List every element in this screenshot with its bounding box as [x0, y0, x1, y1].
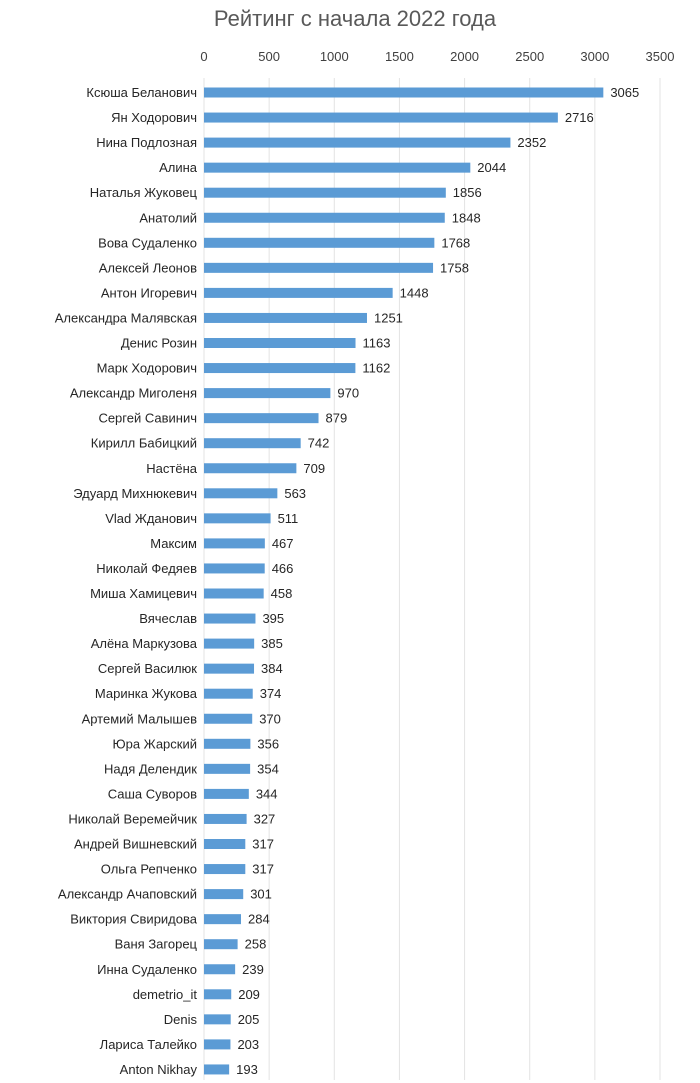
category-label: Алексей Леонов: [98, 260, 197, 276]
data-label: 1758: [440, 260, 469, 276]
category-label: Ксюша Беланович: [86, 85, 197, 100]
category-label: Алёна Маркузова: [90, 636, 197, 652]
x-axis-ticks: [200, 49, 674, 64]
data-label: 970: [337, 385, 360, 401]
category-label: Лариса Талейко: [99, 1036, 197, 1052]
data-label: 467: [271, 535, 294, 551]
bar: [204, 338, 356, 348]
data-label: 354: [257, 761, 279, 777]
category-label: Александра Малявская: [54, 310, 197, 326]
data-label: 344: [255, 786, 278, 802]
data-label: 742: [307, 435, 330, 451]
data-label: 3065: [610, 85, 640, 100]
data-label: 709: [303, 460, 326, 476]
x-tick-label: 3500: [645, 49, 675, 64]
bar: [204, 589, 264, 599]
bar: [204, 889, 243, 899]
bar: [204, 538, 265, 548]
bar: [204, 163, 470, 173]
data-label: 317: [252, 836, 275, 852]
data-label: 2352: [517, 135, 547, 151]
data-label: 2716: [564, 110, 594, 126]
category-label: Анатолий: [139, 210, 197, 226]
category-label: Эдуард Михнюкевич: [73, 485, 197, 501]
x-tick-label: 500: [258, 49, 280, 64]
x-tick-label: 2500: [515, 49, 545, 64]
bar: [204, 714, 252, 724]
bar: [204, 664, 254, 674]
data-label: 370: [259, 711, 281, 727]
data-label: 1162: [362, 360, 391, 376]
data-label: 466: [271, 560, 294, 576]
category-label: Николай Федяев: [96, 560, 197, 576]
category-label: Вячеслав: [139, 611, 197, 627]
category-label: Ян Ходорович: [111, 110, 197, 126]
data-label: 209: [238, 986, 260, 1002]
data-label: 1856: [452, 185, 482, 201]
bar: [204, 1014, 231, 1024]
bar: [204, 88, 603, 98]
x-tick-label: 3000: [580, 49, 610, 64]
category-label: Сергей Василюк: [97, 661, 197, 677]
category-label: Нина Подлозная: [96, 135, 197, 151]
x-tick-label: 0: [200, 49, 208, 64]
category-label: Денис Розин: [120, 335, 197, 351]
data-label: 1163: [362, 335, 391, 351]
bar: [204, 864, 245, 874]
category-label: Марк Ходорович: [96, 360, 197, 376]
category-labels: [55, 85, 198, 1077]
category-label: demetrio_it: [132, 986, 197, 1002]
bar: [204, 614, 255, 624]
data-label: 374: [259, 686, 282, 702]
category-label: Алина: [159, 160, 197, 176]
bar: [204, 188, 446, 198]
bar: [204, 839, 245, 849]
data-label: 2044: [477, 160, 507, 176]
data-label: 458: [270, 586, 293, 601]
category-label: Юра Жарский: [112, 736, 197, 752]
category-label: Надя Делендик: [104, 761, 197, 777]
category-label: Ольга Репченко: [100, 861, 197, 877]
category-label: Наталья Жуковец: [89, 185, 197, 201]
bar: [204, 138, 510, 148]
bar: [204, 513, 271, 523]
bar: [204, 789, 249, 799]
data-label: 1251: [373, 310, 403, 326]
bar: [204, 1064, 229, 1074]
category-label: Настёна: [146, 460, 197, 476]
data-label: 563: [284, 485, 307, 501]
category-label: Denis: [163, 1011, 197, 1027]
bar: [204, 964, 235, 974]
bar: [204, 213, 445, 223]
bar: [204, 313, 367, 323]
data-label: 384: [261, 661, 283, 677]
bar: [204, 563, 265, 573]
bar: [204, 238, 434, 248]
data-label: 1848: [451, 210, 481, 226]
data-label: 258: [244, 936, 267, 952]
category-label: Андрей Вишневский: [73, 836, 197, 852]
data-label: 356: [257, 736, 280, 752]
bar: [204, 413, 319, 423]
data-labels: [236, 85, 639, 1077]
category-label: Vlad Жданович: [105, 510, 197, 526]
bar: [204, 388, 330, 398]
category-label: Саша Суворов: [107, 786, 197, 802]
data-label: 511: [277, 510, 299, 526]
bar: [204, 488, 277, 498]
bar: [204, 263, 433, 273]
data-label: 239: [242, 961, 264, 977]
data-label: 317: [252, 861, 275, 877]
x-tick-label: 1000: [319, 49, 349, 64]
data-label: 301: [250, 886, 272, 902]
chart-title: Рейтинг с начала 2022 года: [213, 6, 497, 31]
x-tick-label: 2000: [450, 49, 480, 64]
category-label: Николай Веремейчик: [68, 811, 197, 827]
bar: [204, 438, 301, 448]
category-label: Маринка Жукова: [94, 686, 197, 702]
bar: [204, 914, 241, 924]
bar: [204, 463, 296, 473]
bar: [204, 639, 254, 649]
bar: [204, 1039, 230, 1049]
gridlines: [204, 78, 660, 1080]
data-label: 284: [248, 911, 270, 927]
data-label: 1768: [441, 235, 471, 251]
bar: [204, 288, 393, 298]
bar: [204, 689, 253, 699]
category-label: Александр Миголеня: [69, 385, 197, 401]
category-label: Инна Судаленко: [97, 961, 197, 977]
data-label: 395: [262, 611, 285, 627]
category-label: Сергей Савинич: [98, 410, 197, 426]
bar: [204, 764, 250, 774]
category-label: Миша Хамицевич: [90, 586, 197, 601]
bar: [204, 989, 231, 999]
data-label: 879: [325, 410, 348, 426]
data-label: 1448: [399, 285, 429, 301]
data-label: 203: [237, 1036, 260, 1052]
bar: [204, 739, 250, 749]
category-label: Антон Игоревич: [100, 285, 197, 301]
category-label: Артемий Малышев: [81, 711, 197, 727]
category-label: Ваня Загорец: [114, 936, 197, 952]
category-label: Виктория Свиридова: [70, 911, 197, 927]
bar: [204, 814, 247, 824]
data-label: 205: [237, 1011, 260, 1027]
category-label: Вова Судаленко: [98, 235, 197, 251]
bar: [204, 363, 355, 373]
data-label: 327: [253, 811, 276, 827]
x-tick-label: 1500: [384, 49, 414, 64]
data-label: 193: [236, 1061, 258, 1077]
data-label: 385: [261, 636, 283, 652]
category-label: Кирилл Бабицкий: [90, 435, 197, 451]
bar: [204, 113, 558, 123]
bar: [204, 939, 238, 949]
category-label: Александр Ачаповский: [57, 886, 197, 902]
category-label: Максим: [150, 535, 197, 551]
category-label: Anton Nikhay: [119, 1061, 197, 1077]
